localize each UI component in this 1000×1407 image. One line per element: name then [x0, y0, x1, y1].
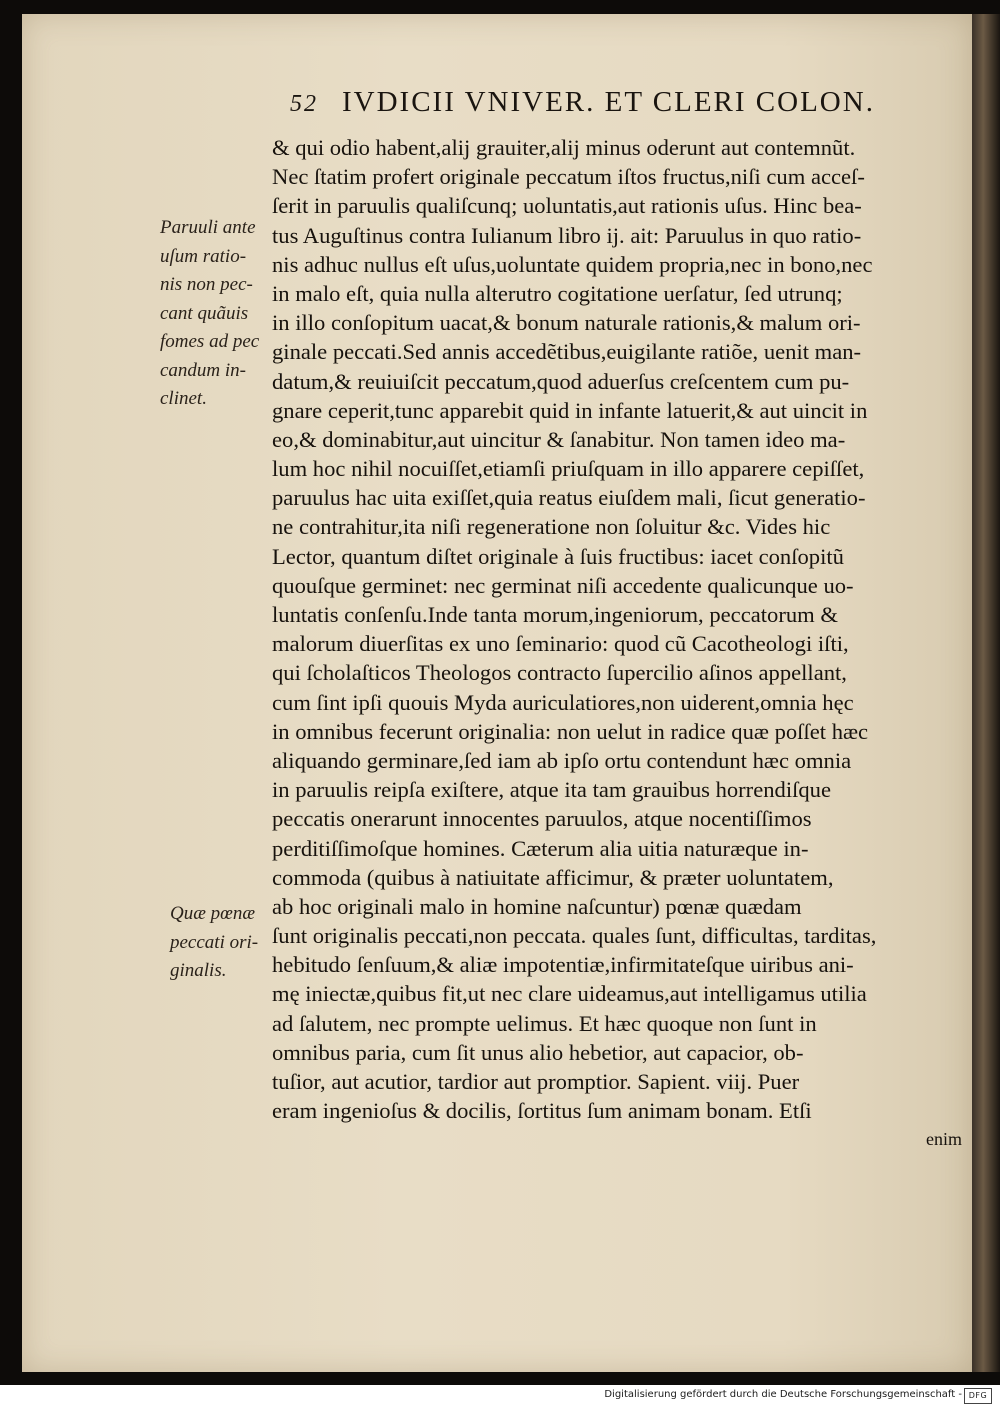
main-text-block — [272, 133, 962, 1155]
marginal-note-line: peccati ori- — [170, 931, 259, 953]
page-edge — [972, 14, 1000, 1372]
marginal-note-line: fomes ad pec — [160, 331, 260, 352]
marginal-note-line: Quæ pœnæ — [170, 903, 255, 924]
text-line: gnare ceperit,tunc apparebit quid in infante latuerit,& aut uincit in — [272, 397, 868, 423]
text-line: & qui odio habent,alij grauiter,alij minus oderunt aut contemnũt. — [272, 135, 856, 160]
running-head-title: IVDICII VNIVER. ET CLERI COLON. — [342, 86, 875, 118]
text-line: in omnibus fecerunt originalia: non uelut in radice quæ poſſet hæc — [272, 718, 869, 744]
text-line: luntatis conſenſu.Inde tanta morum,ingeniorum, peccatorum & — [272, 602, 838, 627]
text-line: ginale peccati.Sed annis accedẽtibus,euigilante ratiõe, uenit man- — [272, 339, 862, 365]
marginal-note-line: candum in- — [160, 359, 247, 381]
funding-credit: Digitalisierung gefördert durch die Deutsche Forschungsgemeinschaft - — [604, 1389, 962, 1400]
text-line: aliquando germinare,ſed iam ab ipſo ortu contendunt hæc omnia — [272, 747, 852, 773]
footer-bar — [0, 1385, 1000, 1407]
marginal-note-line: uſum ratio- — [160, 245, 247, 267]
text-line: tus Auguſtinus contra Iulianum libro ij. ait: Paruulus in quo ratio- — [272, 222, 862, 248]
marginal-note — [160, 214, 259, 414]
marginal-note — [170, 900, 258, 986]
text-line: paruulus hac uita exiſſet,quia reatus eiuſdem mali, ſicut generatio- — [272, 485, 866, 511]
text-line: omnibus paria, cum ſit unus alio hebetior, aut capacior, ob- — [272, 1039, 804, 1065]
text-line: cum ſint ipſi quouis Myda auriculatiores,non uiderent,omnia hęc — [272, 689, 854, 715]
text-line: qui ſcholaſticos Theologos contracto ſupercilio aſinos appellant, — [272, 660, 847, 686]
text-line: quouſque germinet: nec germinat niſi accedente qualicunque uo- — [272, 572, 854, 598]
text-line: Nec ſtatim profert originale peccatum iſtos fructus,niſi cum acceſ- — [272, 164, 865, 190]
text-line: Lector, quantum diſtet originale à ſuis fructibus: iacet conſopitũ — [272, 543, 844, 569]
text-line: ad ſalutem, nec prompte uelimus. Et hæc quoque non ſunt in — [272, 1010, 817, 1036]
marginal-note-line: clinet. — [160, 388, 207, 409]
text-line: in paruulis reipſa exiſtere, atque ita tam grauibus horrendiſque — [272, 777, 832, 803]
text-line: lum hoc nihil nocuiſſet,etiamſi priuſquam in illo apparere cepiſſet, — [272, 456, 865, 482]
text-line: ne contrahitur,ita niſi regeneratione non ſoluitur &c. Vides hic — [272, 514, 831, 540]
dfg-logo: DFG — [964, 1388, 992, 1404]
marginal-note-line: nis non pec- — [160, 274, 253, 295]
marginal-note-line: ginalis. — [170, 960, 227, 981]
text-line: in illo conſopitum uacat,& bonum naturale rationis,& malum ori- — [272, 310, 861, 336]
text-line: eo,& dominabitur,aut uincitur & ſanabitur. Non tamen ideo ma- — [272, 426, 846, 452]
text-line: peccatis onerarunt innocentes paruulos, atque nocentiſſimos — [272, 806, 812, 832]
text-line: ſunt originalis peccati,non peccata. quales ſunt, difficultas, tarditas, — [272, 923, 877, 949]
text-line: hebitudo ſenſuum,& aliæ impotentiæ,infirmitateſque uiribus ani- — [272, 952, 854, 978]
marginal-note-line: cant quãuis — [160, 302, 249, 324]
text-line: nis adhuc nullus eſt uſus,uoluntate quidem propria,nec in bono,nec — [272, 251, 873, 277]
marginal-note-line: Paruuli ante — [160, 217, 256, 238]
page-number: 52 — [290, 91, 318, 117]
catchword: enim — [926, 1129, 962, 1150]
text-line: mę iniectæ,quibus fit,ut nec clare uideamus,aut intelligamus utilia — [272, 981, 867, 1007]
text-line: ſerit in paruulis qualiſcunq; uoluntatis,aut rationis uſus. Hinc bea- — [272, 193, 862, 219]
text-line: in malo eſt, quia nulla alterutro cogitatione uerſatur, ſed utrunq; — [272, 280, 843, 306]
text-line: ab hoc originali malo in homine naſcuntur) pœnæ quædam — [272, 893, 802, 919]
text-line: tuſior, aut acutior, tardior aut promptior. Sapient. viij. Puer — [272, 1069, 800, 1094]
text-line: commoda (quibus à natiuitate afficimur, & præter uoluntatem, — [272, 864, 834, 890]
text-line: eram ingenioſus & docilis, ſortitus ſum animam bonam. Etſi — [272, 1098, 812, 1124]
text-line: datum,& reuiuiſcit peccatum,quod aduerſus creſcentem cum pu- — [272, 368, 850, 394]
text-line: malorum diuerſitas ex uno ſeminario: quod cũ Cacotheologi iſti, — [272, 631, 849, 657]
text-line: perditiſſimoſque homines. Cæterum alia uitia naturæque in- — [272, 835, 809, 861]
running-head — [290, 86, 960, 119]
